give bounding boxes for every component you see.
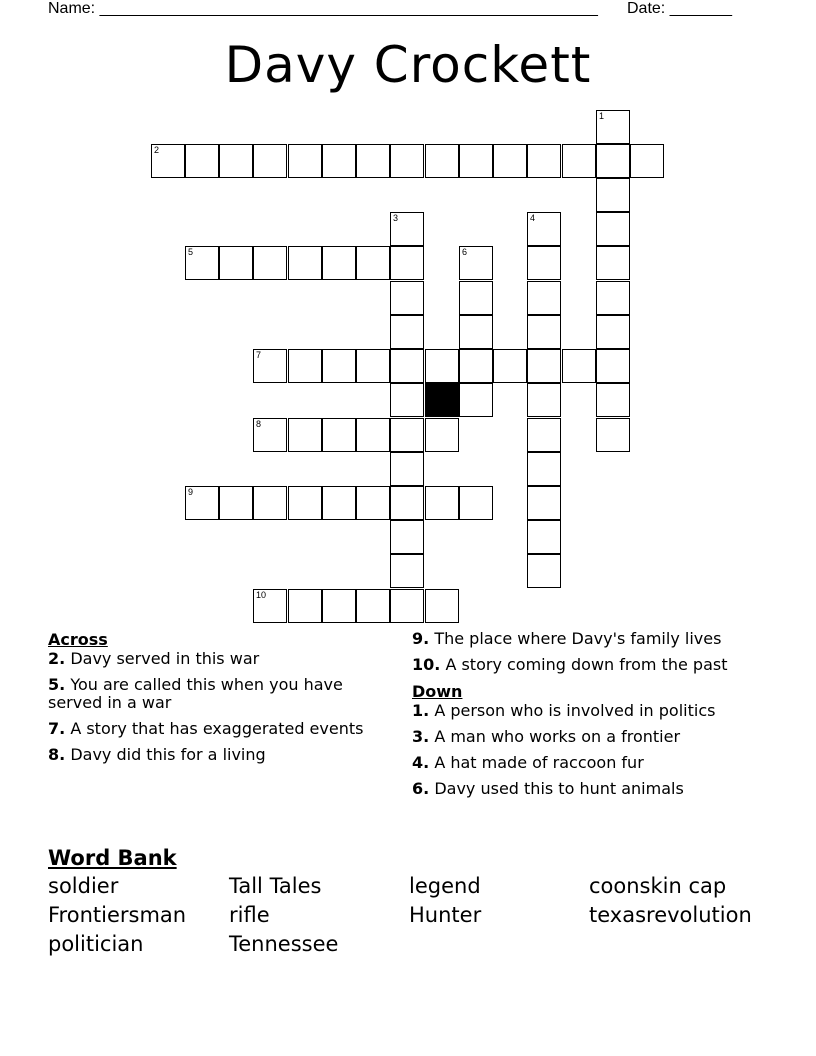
clue-number: 10 [256,590,267,600]
grid-cell[interactable] [596,349,630,383]
clue-across-7 [48,720,378,738]
grid-cell[interactable] [425,589,459,623]
clue-number: 5. [48,675,66,694]
grid-cell[interactable] [288,589,322,623]
across-heading: Across [48,630,108,649]
grid-cell[interactable] [356,486,390,520]
word-bank-item: soldier [48,874,119,898]
grid-cell[interactable] [322,246,356,280]
grid-cell[interactable] [562,144,596,178]
grid-cell[interactable] [288,418,322,452]
grid-cell[interactable] [253,144,287,178]
clue-text: Davy did this for a living [70,745,266,764]
grid-cell[interactable] [459,144,493,178]
grid-cell[interactable] [527,315,561,349]
clue-number: 2. [48,649,66,668]
clue-across-8 [48,746,378,764]
clue-text: Davy used this to hunt animals [434,779,684,798]
grid-cell[interactable] [322,144,356,178]
clue-number: 9. [412,629,430,648]
grid-cell[interactable] [459,281,493,315]
clue-text: A story coming down from the past [445,655,728,674]
grid-cell[interactable] [390,589,424,623]
grid-cell[interactable] [322,589,356,623]
grid-cell[interactable] [596,178,630,212]
down-heading: Down [412,682,463,701]
grid-cell[interactable] [630,144,664,178]
grid-cell[interactable] [185,144,219,178]
grid-cell[interactable] [288,246,322,280]
clue-across-9 [412,630,782,648]
grid-cell[interactable] [527,144,561,178]
grid-cell[interactable] [527,486,561,520]
grid-cell[interactable] [288,349,322,383]
grid-cell[interactable] [185,246,219,280]
grid-cell[interactable] [253,349,287,383]
grid-cell[interactable] [562,349,596,383]
grid-cell[interactable] [356,589,390,623]
clue-number: 6 [462,247,468,257]
clue-down-3 [412,728,782,746]
grid-cell[interactable] [527,554,561,588]
clue-number: 5 [188,247,194,257]
grid-cell[interactable] [527,383,561,417]
clue-number: 2 [154,145,160,155]
clue-text: You are called this when you have served in a war [48,675,343,712]
grid-cell[interactable] [493,144,527,178]
grid-cell[interactable] [356,418,390,452]
clue-number: 6. [412,779,430,798]
grid-cell[interactable] [288,486,322,520]
grid-cell[interactable] [356,246,390,280]
grid-cell[interactable] [219,246,253,280]
word-bank-item: coonskin cap [589,874,727,898]
clue-number: 4. [412,753,430,772]
grid-cell[interactable] [390,520,424,554]
grid-cell[interactable] [151,144,185,178]
grid-cell[interactable] [425,486,459,520]
clue-down-6 [412,780,782,798]
grid-cell[interactable] [390,418,424,452]
word-bank [48,844,788,959]
grid-cell[interactable] [527,452,561,486]
clue-text: A person who is involved in politics [434,701,716,720]
clue-number: 1. [412,701,430,720]
grid-cell[interactable] [459,246,493,280]
grid-cell[interactable] [596,110,630,144]
clue-number: 10. [412,655,441,674]
grid-cell[interactable] [596,383,630,417]
grid-cell[interactable] [527,349,561,383]
blocked-cell [425,383,459,417]
grid-cell[interactable] [596,281,630,315]
clue-down-1 [412,702,782,720]
word-bank-item: rifle [229,903,270,927]
grid-cell[interactable] [459,383,493,417]
grid-cell[interactable] [390,212,424,246]
clue-number: 3 [393,213,399,223]
grid-cell[interactable] [596,212,630,246]
clue-number: 9 [188,487,194,497]
clue-down-4 [412,754,782,772]
grid-cell[interactable] [390,144,424,178]
grid-cell[interactable] [425,418,459,452]
grid-cell[interactable] [253,418,287,452]
grid-cell[interactable] [390,246,424,280]
clue-across-10 [412,656,782,674]
grid-cell[interactable] [390,383,424,417]
clue-across-2 [48,650,378,668]
word-bank-item: Frontiersman [48,903,187,927]
clue-number: 3. [412,727,430,746]
grid-cell[interactable] [390,554,424,588]
clue-text: The place where Davy's family lives [434,629,722,648]
clue-text: Davy served in this war [70,649,260,668]
clues-right-column [412,630,782,806]
grid-cell[interactable] [219,144,253,178]
grid-cell[interactable] [390,349,424,383]
grid-cell[interactable] [493,349,527,383]
grid-cell[interactable] [596,144,630,178]
clue-number: 8. [48,745,66,764]
name-field[interactable]: Name: ________________________________________________________ [48,0,598,17]
grid-cell[interactable] [253,246,287,280]
word-bank-item: Tennessee [229,932,339,956]
page-title: Davy Crockett [224,36,592,94]
grid-cell[interactable] [596,315,630,349]
grid-cell[interactable] [527,520,561,554]
grid-cell[interactable] [253,589,287,623]
clue-text: A hat made of raccoon fur [434,753,644,772]
grid-cell[interactable] [322,418,356,452]
clue-across-5 [48,676,378,712]
grid-cell[interactable] [527,246,561,280]
grid-cell[interactable] [390,315,424,349]
grid-cell[interactable] [425,144,459,178]
clue-number: 7 [256,350,262,360]
clue-text: A man who works on a frontier [434,727,681,746]
date-field[interactable]: Date: _______ [627,0,732,17]
grid-cell[interactable] [253,486,287,520]
grid-cell[interactable] [459,486,493,520]
grid-cell[interactable] [356,144,390,178]
word-bank-item: Hunter [409,903,482,927]
grid-cell[interactable] [390,281,424,315]
grid-cell[interactable] [527,418,561,452]
grid-cell[interactable] [596,418,630,452]
grid-cell[interactable] [596,246,630,280]
word-bank-item: texasrevolution [589,903,752,927]
clue-number: 4 [530,213,536,223]
clues-left-column [48,630,378,772]
grid-cell[interactable] [185,486,219,520]
word-bank-item: legend [409,874,481,898]
word-bank-heading: Word Bank [48,846,177,870]
grid-cell[interactable] [390,452,424,486]
grid-cell[interactable] [322,349,356,383]
grid-cell[interactable] [459,349,493,383]
word-bank-item: Tall Tales [229,874,322,898]
grid-cell[interactable] [288,144,322,178]
grid-cell[interactable] [322,486,356,520]
grid-cell[interactable] [527,212,561,246]
grid-cell[interactable] [219,486,253,520]
word-bank-list [48,872,788,959]
grid-cell[interactable] [425,349,459,383]
grid-cell[interactable] [390,486,424,520]
clue-text: A story that has exaggerated events [70,719,364,738]
word-bank-item: politician [48,932,144,956]
grid-cell[interactable] [356,349,390,383]
grid-cell[interactable] [459,315,493,349]
grid-cell[interactable] [527,281,561,315]
clue-number: 8 [256,419,262,429]
clue-number: 7. [48,719,66,738]
clue-number: 1 [599,111,605,121]
